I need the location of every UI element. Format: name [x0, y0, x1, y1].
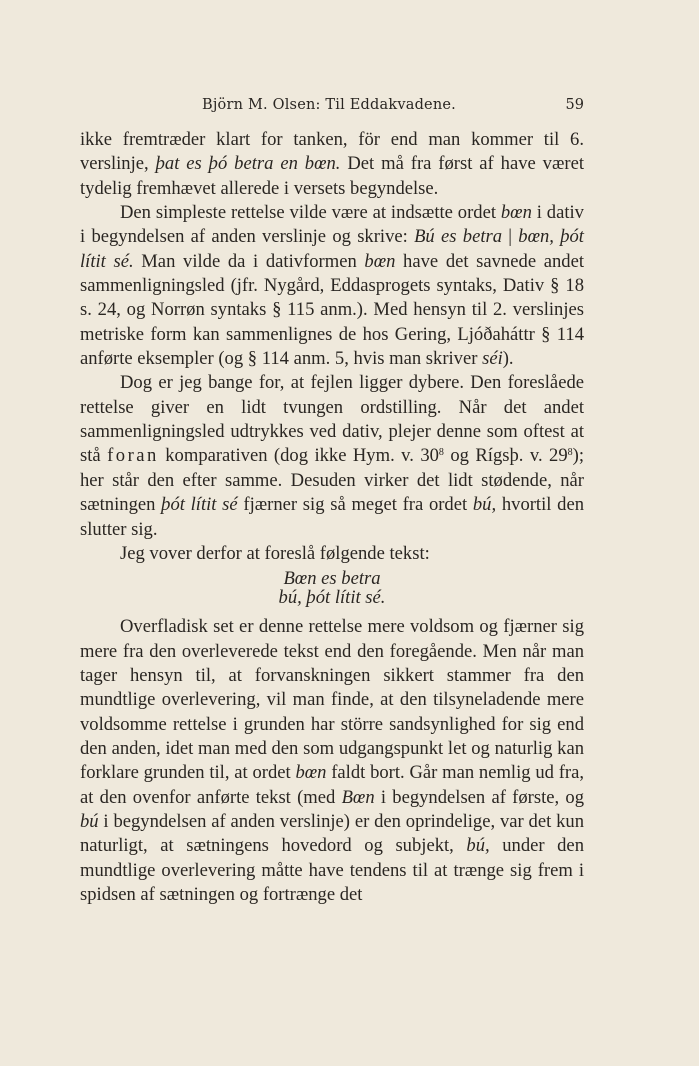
- text-run: ); her står den efter samme. Desuden virker det lidt stødende, når sætningen: [80, 445, 584, 516]
- text-run: Den simpleste rettelse vilde være at indsætte ordet: [120, 202, 501, 224]
- running-title: Björn M. Olsen: Til Eddakvadene.: [202, 97, 456, 113]
- text-run: ).: [502, 348, 514, 370]
- page-number: 59: [565, 97, 584, 113]
- text-run: og Rígsþ. v. 29: [443, 445, 568, 467]
- paragraph-2: [80, 201, 584, 371]
- text-run: under den mundtlige overlevering måtte have tendens til at trænge sig frem i spidsen af sætningen og fortrænge det: [80, 835, 584, 905]
- page-body: [80, 128, 584, 907]
- paragraph-3: [80, 371, 584, 541]
- text-run: fjærner sig så meget fra ordet: [237, 494, 473, 516]
- text-run: i begyndelsen af anden verslinje) er den oprindelige, var det kun naturligt, at sætningens hovedord og subjekt,: [80, 810, 584, 857]
- italic-word: bú,: [472, 494, 497, 516]
- italic-quote: Bú es betra: [414, 226, 503, 248]
- text-run: have det savnede andet sammenligningsled (jfr. Nygård, Eddasprogets syntaks, Dativ § 18 s. 24, og Norrøn syntaks § 115 anm.). Med hensyn til 2. verslinjes metriske form kan sammenlignes de hos Gering, Ljóðaháttr § 114 anførte eksempler (og § 114 anm. 5, hvis man skriver: [80, 250, 584, 370]
- italic-quote: þat es þó betra en bœn.: [155, 153, 341, 175]
- text-run: i dativ i begyndelsen af anden verslinje og skrive:: [80, 202, 584, 248]
- text-run: i begyndelsen af første, og: [374, 786, 585, 808]
- italic-word: bœn: [295, 762, 327, 784]
- text-run: faldt bort. Går man nemlig ud fra, at den ovenfor anførte tekst (med: [80, 762, 584, 808]
- italic-word: bœn: [500, 202, 532, 224]
- text-run: ikke fremtræder klart for tanken, för end man kommer til 6. verslinje,: [80, 129, 584, 175]
- italic-word: Bœn: [341, 786, 375, 808]
- paragraph-5: [80, 615, 584, 907]
- paragraph-1: [80, 128, 584, 201]
- verse-quote: [80, 569, 584, 607]
- paragraph-4: Jeg vover derfor at foreslå følgende tekst:: [120, 542, 430, 564]
- italic-word: bú,: [466, 835, 490, 857]
- text-run: Overfladisk set er denne rettelse mere voldsom og fjærner sig mere fra den overleverede tekst end den foregående. Men når man tager hensyn til, at forvanskningen sikkert stammer fra den mundtlige overlevering, vil man finde, at den tilsyneladende mere voldsomme rettelse i grunden har större sandsynlighed for sig end den anden, idet man med den som udgangspunkt let og naturlig kan forklare grunden til, at ordet: [80, 616, 584, 784]
- italic-word: bú: [80, 810, 99, 832]
- running-header: [80, 92, 584, 118]
- text-run: hvortil den slutter sig.: [80, 494, 584, 540]
- text-run: komparativen (dog ikke Hym. v. 30: [158, 445, 439, 467]
- text-run: Dog er jeg bange for, at fejlen ligger dybere. Den foreslåede rettelse giver en lidt tvungen ordstilling. Når det andet sammenligningsled udtrykkes ved dativ, plejer denne som oftest at stå: [80, 372, 584, 467]
- italic-word: séi: [482, 348, 503, 370]
- italic-word: bœn: [364, 250, 396, 272]
- text-run: Det må fra først af have været tydelig fremhævet allerede i versets begyndelse.: [80, 153, 584, 199]
- spaced-word: foran: [107, 445, 159, 467]
- italic-quote: bœn, þót lítit sé.: [80, 226, 584, 272]
- text-run: Man vilde da i dativformen: [133, 250, 365, 272]
- superscript: 8: [438, 447, 444, 459]
- verse-divider: |: [502, 226, 519, 248]
- verse-line-1: Bœn es betra: [283, 568, 381, 590]
- verse-line-2: bú, þót lítit sé.: [278, 587, 386, 609]
- superscript: 8: [567, 447, 573, 459]
- italic-quote: þót lítit sé: [161, 494, 238, 516]
